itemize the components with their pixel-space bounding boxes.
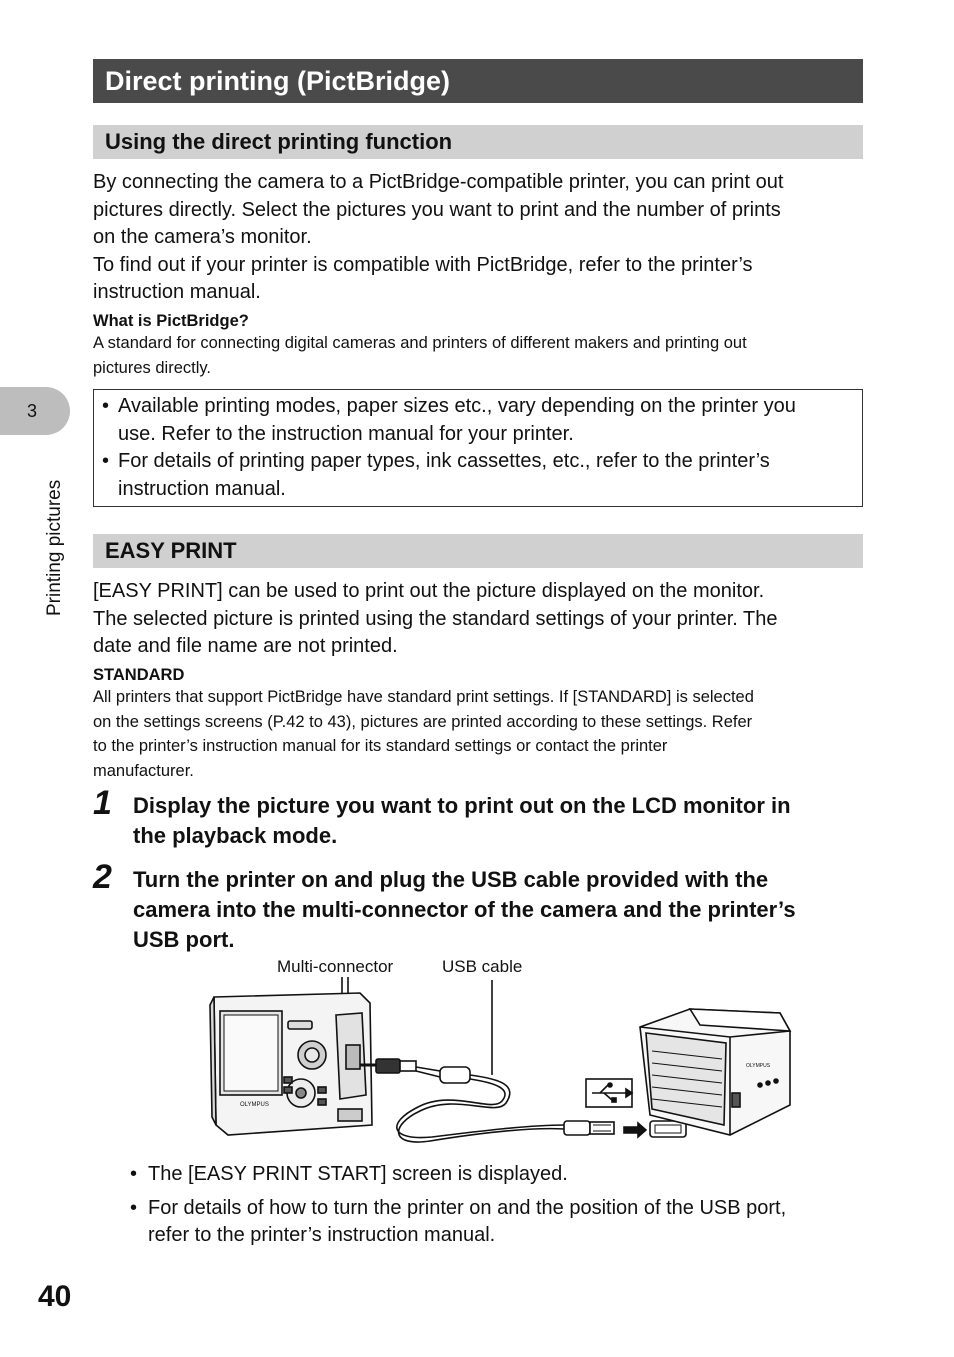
result-item — [130, 1161, 870, 1189]
printer-side-plug — [564, 1121, 614, 1135]
result-bullets — [130, 1161, 870, 1250]
usb-cable-label: USB cable — [442, 957, 523, 976]
multi-connector-label: Multi-connector — [277, 957, 394, 976]
step-number: 1 — [93, 784, 112, 822]
text-line: the playback mode. — [133, 823, 338, 848]
text-line: on the settings screens (P.42 to 43), pictures are printed according to these settings. Refer — [93, 712, 753, 731]
printer-brand-text: OLYMPUS — [746, 1063, 771, 1069]
arrow-icon — [624, 1123, 646, 1137]
text-line: refer to the printer’s instruction manual. — [148, 1224, 496, 1246]
standard-text — [93, 685, 863, 783]
step-number: 2 — [93, 858, 112, 896]
text-line: For details of how to turn the printer on and the position of the USB port, — [148, 1196, 787, 1219]
camera-brand-text: OLYMPUS — [240, 1102, 269, 1108]
bullet-mark: • — [130, 1163, 138, 1185]
chapter-label: Printing pictures — [44, 479, 65, 616]
page-number: 40 — [38, 1280, 72, 1313]
text-line: Display the picture you want to print out on the LCD monitor in — [133, 793, 791, 818]
text-line: Turn the printer on and plug the USB cable provided with the — [133, 867, 769, 892]
standard-heading: STANDARD — [93, 666, 185, 684]
text-line: All printers that support PictBridge have standard print settings. If [STANDARD] is selected — [93, 688, 754, 706]
text-line: manufacturer. — [93, 761, 194, 780]
text-line: [EASY PRINT] can be used to print out the picture displayed on the monitor. — [93, 580, 765, 602]
result-item — [130, 1195, 870, 1250]
chapter-number: 3 — [26, 401, 37, 421]
text-line: instruction manual. — [93, 281, 261, 303]
note-item — [102, 448, 854, 503]
usb-cable — [397, 1067, 564, 1142]
text-line: A standard for connecting digital cameras and printers of different makers and printing out — [93, 334, 747, 352]
page-title: Direct printing (PictBridge) — [93, 59, 863, 103]
text-line: The [EASY PRINT START] screen is displayed. — [148, 1163, 568, 1185]
text-line: pictures directly. — [93, 358, 211, 377]
text-line: For details of printing paper types, ink cassettes, etc., refer to the printer’s — [118, 450, 770, 472]
text-line: use. Refer to the instruction manual for your printer. — [118, 422, 574, 445]
section-heading-direct-printing: Using the direct printing function — [93, 125, 863, 159]
camera-printer-connection-illustration — [200, 975, 800, 1150]
camera-icon — [210, 993, 372, 1135]
text-line: camera into the multi-connector of the camera and the printer’s — [133, 897, 796, 922]
note-item — [102, 393, 854, 448]
what-is-pictbridge-heading: What is PictBridge? — [93, 312, 249, 330]
text-line: date and file name are not printed. — [93, 635, 398, 657]
what-is-pictbridge-text — [93, 331, 863, 380]
text-line: instruction manual. — [118, 477, 286, 500]
bullet-mark: • — [102, 450, 110, 472]
text-line: on the camera’s monitor. — [93, 226, 312, 248]
step-text — [133, 791, 873, 851]
usb-symbol-icon — [586, 1079, 632, 1107]
easy-print-paragraph — [93, 578, 863, 661]
text-line: Available printing modes, paper sizes etc., vary depending on the printer you — [118, 395, 796, 417]
section-heading-easy-print: EASY PRINT — [93, 534, 863, 568]
intro-paragraph — [93, 169, 863, 307]
bullet-mark: • — [130, 1196, 138, 1219]
bullet-mark: • — [102, 395, 110, 417]
text-line: pictures directly. Select the pictures you want to print and the number of prints — [93, 198, 781, 221]
text-line: By connecting the camera to a PictBridge-compatible printer, you can print out — [93, 171, 784, 193]
step-text — [133, 865, 873, 955]
text-line: to the printer’s instruction manual for its standard settings or contact the printer — [93, 737, 668, 755]
text-line: The selected picture is printed using the standard settings of your printer. The — [93, 607, 778, 630]
text-line: To find out if your printer is compatible with PictBridge, refer to the printer’s — [93, 253, 753, 276]
chapter-tab — [0, 387, 70, 435]
text-line: USB port. — [133, 927, 235, 952]
note-box — [93, 389, 863, 507]
printer-icon — [640, 1009, 790, 1135]
